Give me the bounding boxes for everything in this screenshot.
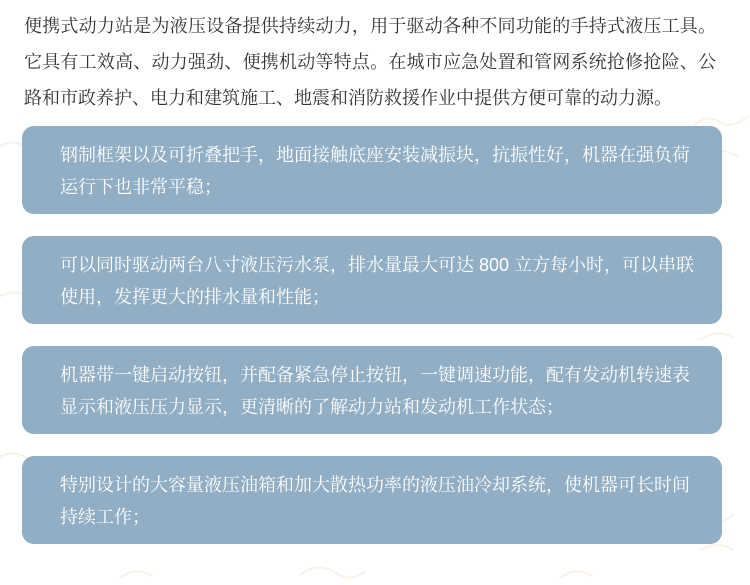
feature-card-list — [22, 126, 750, 544]
feature-card-frame — [22, 126, 722, 214]
intro-paragraph: 便携式动力站是为液压设备提供持续动力，用于驱动各种不同功能的手持式液压工具。它具有工效高、动力强劲、便携机动等特点。在城市应急处置和管网系统抢修抢险、公路和市政养护、电力和建筑施工、地震和消防救援作业中提供方便可靠的动力源。 — [24, 16, 716, 108]
feature-card-controls — [22, 346, 722, 434]
feature-card-cooling — [22, 456, 722, 544]
feature-card-text: 机器带一键启动按钮，并配备紧急停止按钮，一键调速功能，配有发动机转速表显示和液压压力显示，更清晰的了解动力站和发动机工作状态； — [60, 365, 690, 417]
feature-card-text: 可以同时驱动两台八寸液压污水泵，排水量最大可达 800 立方每小时，可以串联使用，发挥更大的排水量和性能； — [60, 255, 695, 307]
feature-card-text: 钢制框架以及可折叠把手，地面接触底座安装减振块，抗振性好，机器在强负荷运行下也非常平稳； — [60, 145, 690, 197]
feature-card-pumps — [22, 236, 722, 324]
feature-card-text: 特别设计的大容量液压油箱和加大散热功率的液压油冷却系统，使机器可长时间持续工作； — [60, 475, 690, 527]
